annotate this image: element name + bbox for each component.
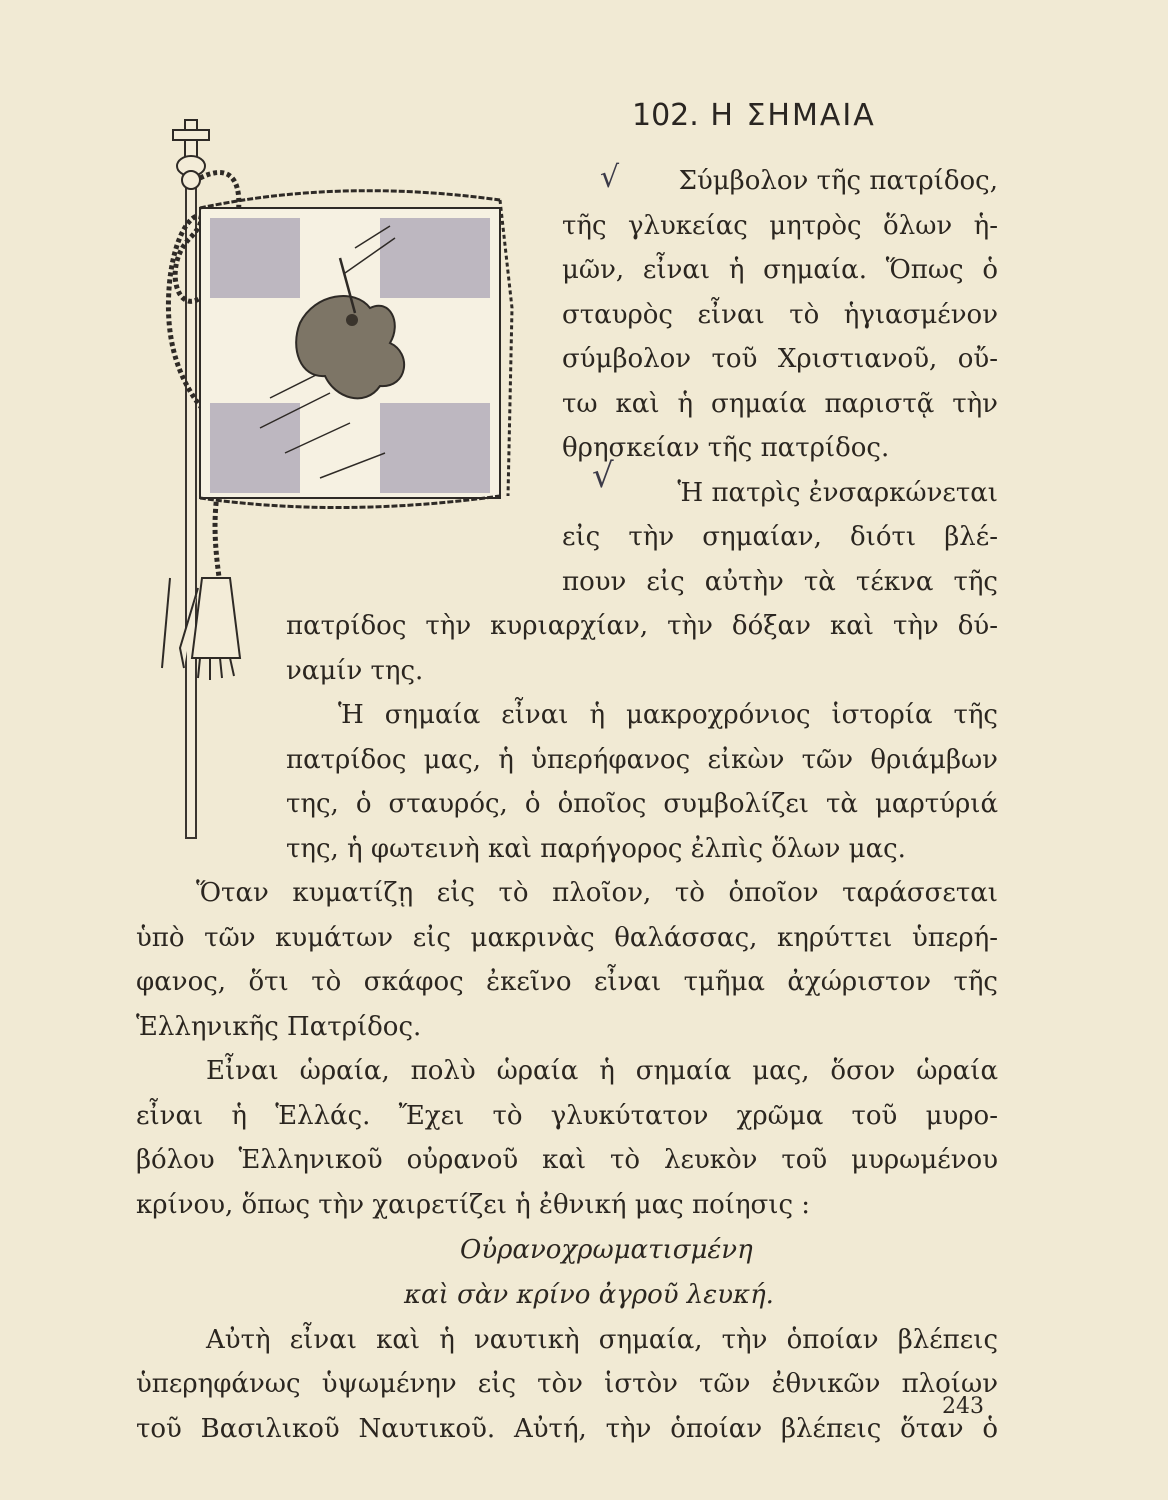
text-line: σύμβολον τοῦ Χριστιανοῦ, οὔ- bbox=[562, 344, 998, 374]
check-mark-icon: √ bbox=[592, 456, 614, 496]
flag-tassels bbox=[162, 578, 240, 680]
text-line: ὑπερηφάνως ὑψωμένην εἰς τὸν ἱστὸν τῶν ἐθνικῶν πλοίων bbox=[136, 1369, 998, 1399]
verse-line: Οὐρανοχρωματισμένη bbox=[460, 1235, 753, 1265]
text-line: της, ἡ φωτεινὴ καὶ παρήγορος ἐλπὶς ὅλων μας. bbox=[286, 834, 906, 864]
text-line: Ἑλληνικῆς Πατρίδος. bbox=[136, 1012, 422, 1042]
text-line: Αὐτὴ εἶναι καὶ ἡ ναυτικὴ σημαία, τὴν ὁποίαν βλέπεις bbox=[206, 1325, 998, 1355]
verse-line: καὶ σὰν κρίνο ἀγροῦ λευκή. bbox=[404, 1280, 774, 1310]
text-line: Ὅταν κυματίζῃ εἰς τὸ πλοῖον, τὸ ὁποῖον ταράσσεται bbox=[196, 878, 998, 908]
text-line: φανος, ὅτι τὸ σκάφος ἐκεῖνο εἶναι τμῆμα ἀχώριστον τῆς bbox=[136, 967, 998, 997]
section-number: 102. bbox=[632, 98, 699, 133]
text-line: βόλου Ἑλληνικοῦ οὐρανοῦ καὶ τὸ λευκὸν τοῦ μυρωμένου bbox=[136, 1145, 998, 1175]
text-line: της, ὁ σταυρός, ὁ ὁποῖος συμβολίζει τὰ μαρτύριά bbox=[286, 789, 998, 819]
text-line: τω καὶ ἡ σημαία παριστᾷ τὴν bbox=[562, 389, 998, 419]
text-line: πατρίδος μας, ἡ ὑπερήφανος εἰκὼν τῶν θριάμβων bbox=[286, 745, 998, 775]
text-line: τῆς γλυκείας μητρὸς ὅλων ἡ- bbox=[562, 211, 998, 241]
flag-pole bbox=[186, 188, 196, 838]
text-line: Ἡ πατρὶς ἐνσαρκώνεται bbox=[677, 478, 998, 508]
text-line: εἶναι ἡ Ἑλλάς. Ἔχει τὸ γλυκύτατον χρῶμα τοῦ μυρο- bbox=[136, 1101, 998, 1131]
text-line: μῶν, εἶναι ἡ σημαία. Ὅπως ὁ bbox=[562, 255, 998, 285]
text-line: εἰς τὴν σημαίαν, διότι βλέ- bbox=[562, 522, 998, 552]
text-line: Σύμβολον τῆς πατρίδος, bbox=[678, 166, 998, 196]
text-line: πατρίδος τὴν κυριαρχίαν, τὴν δόξαν καὶ τὴν δύ- bbox=[286, 611, 998, 641]
flag-illustration bbox=[140, 108, 560, 848]
text-line: Ἡ σημαία εἶναι ἡ μακροχρόνιος ἱστορία τῆς bbox=[338, 700, 998, 730]
text-line: κρίνου, ὅπως τὴν χαιρετίζει ἡ ἐθνική μας ποίησις : bbox=[136, 1190, 811, 1220]
page-number: 243 bbox=[942, 1394, 984, 1419]
section-title: Η ΣΗΜΑΙΑ bbox=[710, 98, 876, 133]
text-line: ναμίν της. bbox=[286, 656, 424, 686]
text-line: σταυρὸς εἶναι τὸ ἡγιασμένον bbox=[562, 300, 998, 330]
text-line: θρησκείαν τῆς πατρίδος. bbox=[562, 433, 890, 463]
text-line: ὑπὸ τῶν κυμάτων εἰς μακρινὰς θαλάσσας, κηρύττει ὑπερή- bbox=[136, 923, 998, 953]
text-line: Εἶναι ὡραία, πολὺ ὡραία ἡ σημαία μας, ὅσον ὡραία bbox=[206, 1056, 998, 1086]
check-mark-icon: √ bbox=[600, 160, 620, 195]
text-line: πουν εἰς αὐτὴν τὰ τέκνα τῆς bbox=[562, 567, 998, 597]
text-line: τοῦ Βασιλικοῦ Ναυτικοῦ. Αὐτή, τὴν ὁποίαν βλέπεις ὅταν ὁ bbox=[136, 1414, 998, 1444]
section-heading bbox=[632, 98, 876, 133]
